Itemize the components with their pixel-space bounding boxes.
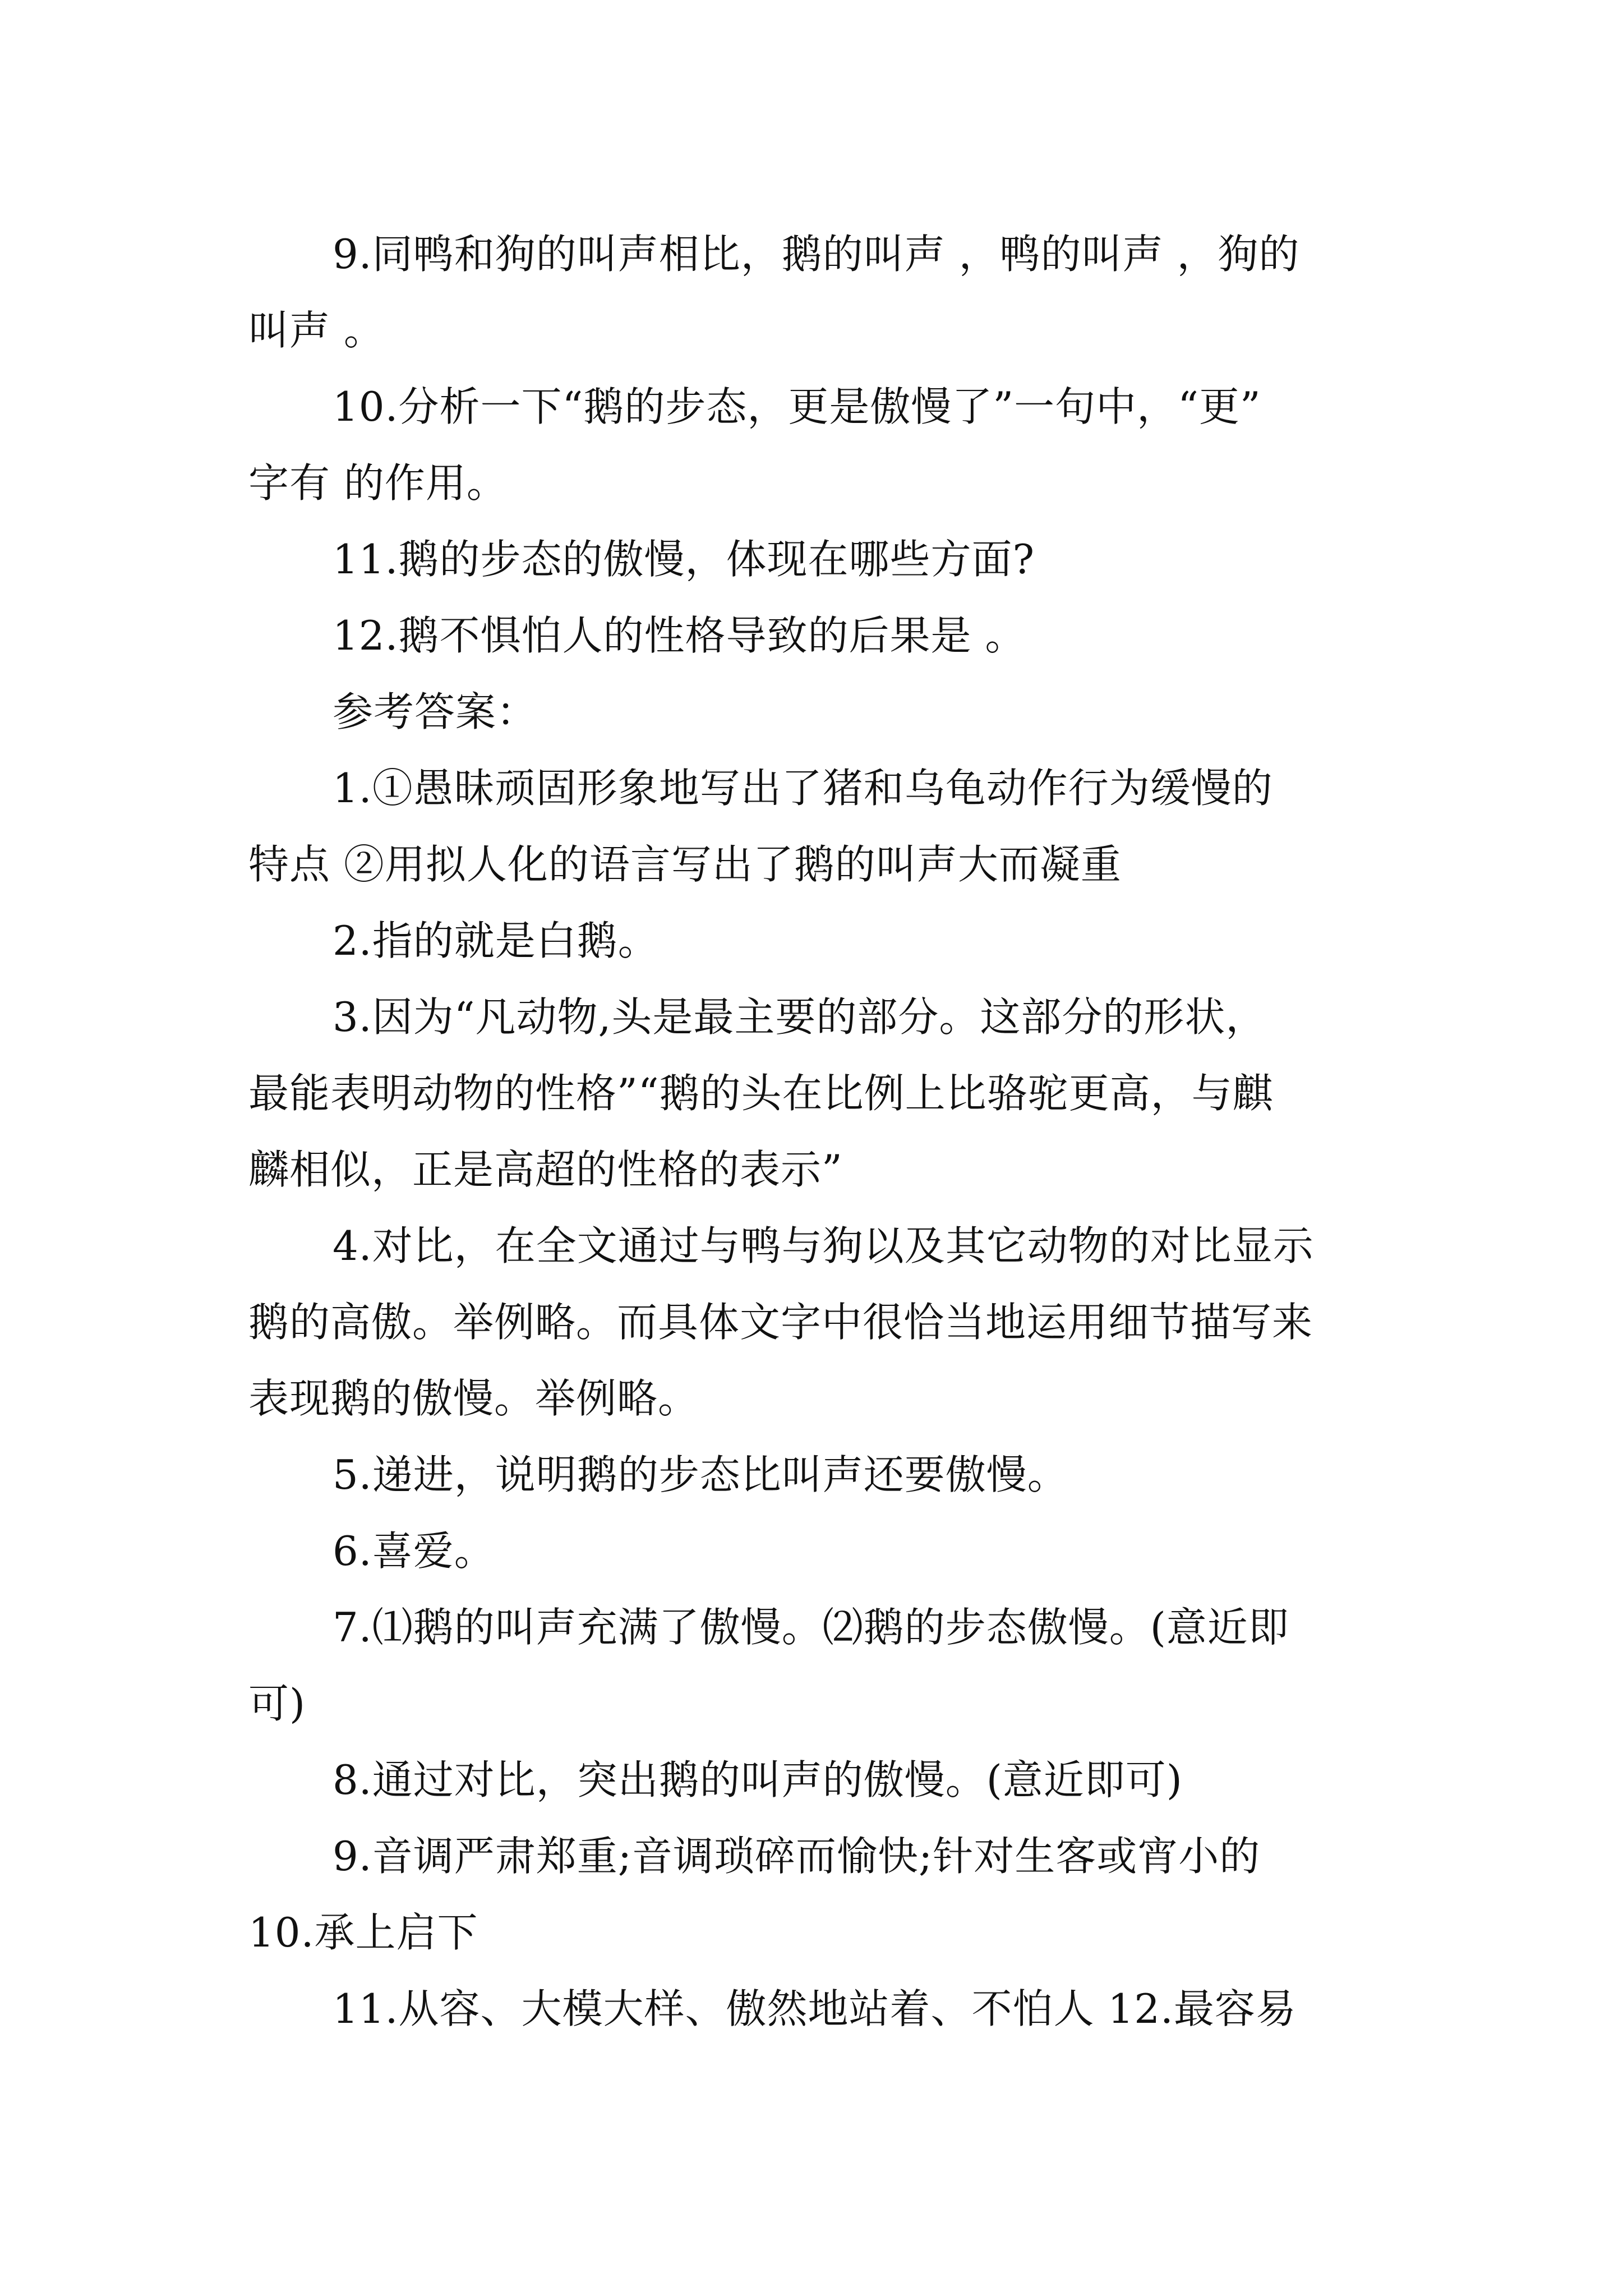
answer-4-line-1: 4.对比，在全文通过与鸭与狗以及其它动物的对比显示 <box>333 1222 1314 1269</box>
answer-6: 6.喜爱。 <box>333 1527 495 1575</box>
answer-7-line-1: 7.⑴鹅的叫声充满了傲慢。⑵鹅的步态傲慢。(意近即 <box>333 1604 1289 1651</box>
question-9-line-2: 叫声 。 <box>248 307 385 354</box>
question-11: 11.鹅的步态的傲慢，体现在哪些方面? <box>333 536 1035 583</box>
question-9-line-1: 9.同鸭和狗的叫声相比，鹅的叫声 ，鸭的叫声 ，狗的 <box>333 231 1300 278</box>
document-body <box>248 216 1387 2047</box>
answer-1-line-1: 1.①愚昧顽固形象地写出了猪和乌龟动作行为缓慢的 <box>333 765 1273 812</box>
answer-9: 9.音调严肃郑重;音调琐碎而愉快;针对生客或宵小的 <box>333 1833 1261 1880</box>
answer-4-line-2: 鹅的高傲。举例略。而具体文字中很恰当地运用细节描写来 <box>248 1299 1313 1346</box>
answer-3-line-2: 最能表明动物的性格”“鹅的头在比例上比骆驼更高，与麒 <box>248 1070 1274 1117</box>
answer-10: 10.承上启下 <box>248 1909 478 1956</box>
answer-2: 2.指的就是白鹅。 <box>333 917 659 964</box>
answer-7-line-2: 可) <box>248 1680 306 1727</box>
question-10-line-2: 字有 的作用。 <box>248 459 508 507</box>
question-12: 12.鹅不惧怕人的性格导致的后果是 。 <box>333 612 1026 659</box>
question-10-line-1: 10.分析一下“鹅的步态，更是傲慢了”一句中，“更” <box>333 383 1261 430</box>
answer-4-line-3: 表现鹅的傲慢。举例略。 <box>248 1375 699 1422</box>
answer-heading: 参考答案： <box>333 688 538 735</box>
answer-11-12: 11.从容、大模大样、傲然地站着、不怕人 12.最容易 <box>333 1985 1297 2032</box>
answer-3-line-3: 麟相似，正是高超的性格的表示” <box>248 1146 843 1193</box>
answer-1-line-2: 特点 ②用拟人化的语言写出了鹅的叫声大而凝重 <box>248 841 1122 888</box>
answer-5: 5.递进，说明鹅的步态比叫声还要傲慢。 <box>333 1451 1068 1498</box>
answer-8: 8.通过对比，突出鹅的叫声的傲慢。(意近即可) <box>333 1756 1183 1803</box>
answer-3-line-1: 3.因为“凡动物,头是最主要的部分。这部分的形状， <box>333 993 1267 1041</box>
